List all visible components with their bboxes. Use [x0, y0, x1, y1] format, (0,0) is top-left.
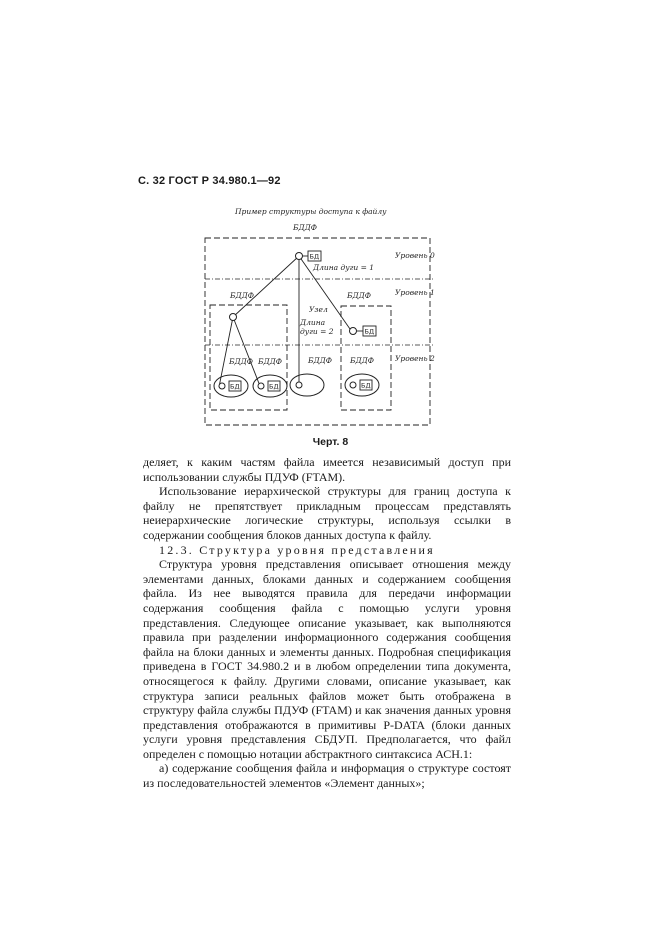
- label-bddf-leaf-a: БДДФ: [229, 357, 253, 366]
- label-arc-length-2a: Длина: [300, 318, 326, 327]
- label-bddf-left: БДДФ: [230, 291, 254, 300]
- bd-label-leaf-3: БД: [361, 381, 371, 390]
- label-arc-length-1: Длина дуги = 1: [313, 263, 375, 272]
- section-heading: 12.3. Структура уровня представления: [159, 542, 435, 557]
- paragraph-1: деляет, к каким частям файла имеется независимый доступ при использовании службы ПДУФ (FTAM).: [143, 455, 511, 484]
- label-bddf-leaf-c: БДДФ: [308, 356, 332, 365]
- tree-edges: [219, 256, 350, 387]
- paragraph-2: Использование иерархической структуры для границ доступа к файлу не препятствует прикладным процессам представлять неиерархические логические структуры, используя ссылки в содержании сообщения блоков данных доступа к файлу.: [143, 484, 511, 542]
- bd-label-top: БД: [309, 252, 320, 261]
- label-bddf-leaf-b: БДДФ: [258, 357, 282, 366]
- page-header: С. 32 ГОСТ Р 34.980.1—92: [138, 175, 281, 187]
- right-node: [350, 328, 357, 335]
- label-bddf-top: БДДФ: [293, 223, 317, 232]
- label-arc-length-2b: дуги = 2: [300, 327, 334, 336]
- paragraph-4: а) содержание сообщения файла и информация о структуре состоят из последовательностей элементов «Элемент данных»;: [143, 761, 511, 791]
- label-level-2: Уровень 2: [395, 354, 435, 363]
- paragraph-3: Структура уровня представления описывает отношения между элементами данных, блоками данных и содержанием сообщения файла. Из нее выводятся правила для передачи информации содержания сообщения файла с помощью услуги уровня представления. Следующее описание указывает, как выполняются правила при разделении информационного содержания сообщения файла на блоки данных и элементы данных. Подробная спецификация приведена в ГОСТ 34.980.2 и в любом определении типа документа, относящегося к файлу. Другими словами, описание указывает, как структура записи реальных файлов может быть отображена в структуру файла службы ПДУФ (FTAM) и как значения данных уровня представления отображаются в примитивы P-DATA (блоки данных услуги уровня представления СБДУП. Предполагается, что файл определен с помощью нотации абстрактного синтаксиса АСН.1:: [143, 557, 511, 761]
- bd-label-right: БД: [364, 327, 375, 336]
- label-level-0: Уровень 0: [395, 251, 435, 260]
- label-bddf-right: БДДФ: [347, 291, 371, 300]
- bd-label-leaf-1: БД: [230, 382, 240, 391]
- label-level-1: Уровень 1: [395, 288, 435, 297]
- label-node: Узел: [309, 305, 328, 314]
- leaf-ellipse-3: [290, 374, 324, 396]
- figure-title: Пример структуры доступа к файлу: [235, 207, 387, 216]
- label-bddf-leaf-d: БДДФ: [350, 356, 374, 365]
- figure-drawing: [195, 200, 435, 435]
- bd-label-leaf-2: БД: [269, 382, 279, 391]
- left-node: [230, 314, 237, 321]
- body-text: [143, 455, 511, 791]
- figure-caption: Черт. 8: [312, 436, 349, 448]
- access-structure-figure: [195, 200, 435, 435]
- root-node: [296, 253, 303, 260]
